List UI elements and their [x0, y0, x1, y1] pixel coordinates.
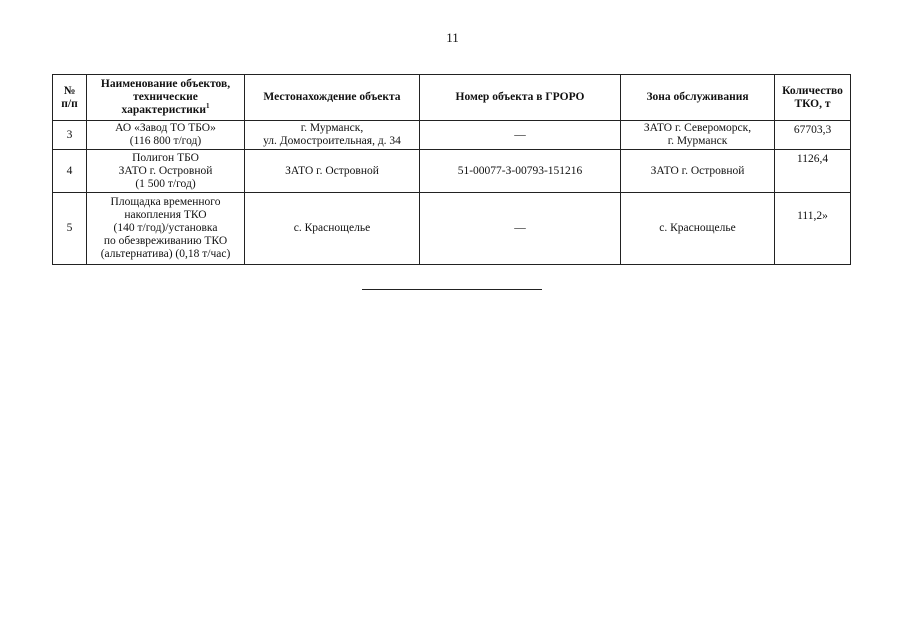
cell-groro-number: — [420, 193, 621, 265]
cell-name: Полигон ТБО ЗАТО г. Островной (1 500 т/год) [87, 150, 245, 193]
table-header-row [53, 75, 851, 121]
cell-zone: ЗАТО г. Североморск, г. Мурманск [621, 121, 775, 150]
table-row [53, 150, 851, 193]
table-row [53, 193, 851, 265]
header-name: Наименование объектов, технические характеристики$^1$ [87, 75, 245, 121]
header-no: № п/п [53, 75, 87, 121]
cell-quantity: 67703,3 [775, 121, 851, 150]
cell-groro-number: 51-00077-З-00793-151216 [420, 150, 621, 193]
end-of-table-rule [362, 289, 542, 290]
cell-location: с. Краснощелье [245, 193, 420, 265]
cell-name: АО «Завод ТО ТБО» (116 800 т/год) [87, 121, 245, 150]
table-row [53, 121, 851, 150]
cell-zone: с. Краснощелье [621, 193, 775, 265]
header-quantity: Количество ТКО, т [775, 75, 851, 121]
cell-no: 4 [53, 150, 87, 193]
cell-groro-number: — [420, 121, 621, 150]
header-location: Местонахождение объекта [245, 75, 420, 121]
cell-location: г. Мурманск, ул. Домостроительная, д. 34 [245, 121, 420, 150]
cell-quantity: 1126,4 [775, 150, 851, 193]
cell-name: Площадка временного накопления ТКО (140 т/год)/установка по обезвреживанию ТКО (альтернатива) (0,18 т/час) [87, 193, 245, 265]
page-number: 11 [446, 30, 459, 45]
header-groro-number: Номер объекта в ГРОРО [420, 75, 621, 121]
header-zone: Зона обслуживания [621, 75, 775, 121]
footnote-marker: 1 [206, 102, 210, 111]
cell-no: 5 [53, 193, 87, 265]
cell-no: 3 [53, 121, 87, 150]
cell-quantity: 111,2» [775, 193, 851, 265]
cell-zone: ЗАТО г. Островной [621, 150, 775, 193]
cell-location: ЗАТО г. Островной [245, 150, 420, 193]
waste-facilities-table [52, 74, 851, 265]
